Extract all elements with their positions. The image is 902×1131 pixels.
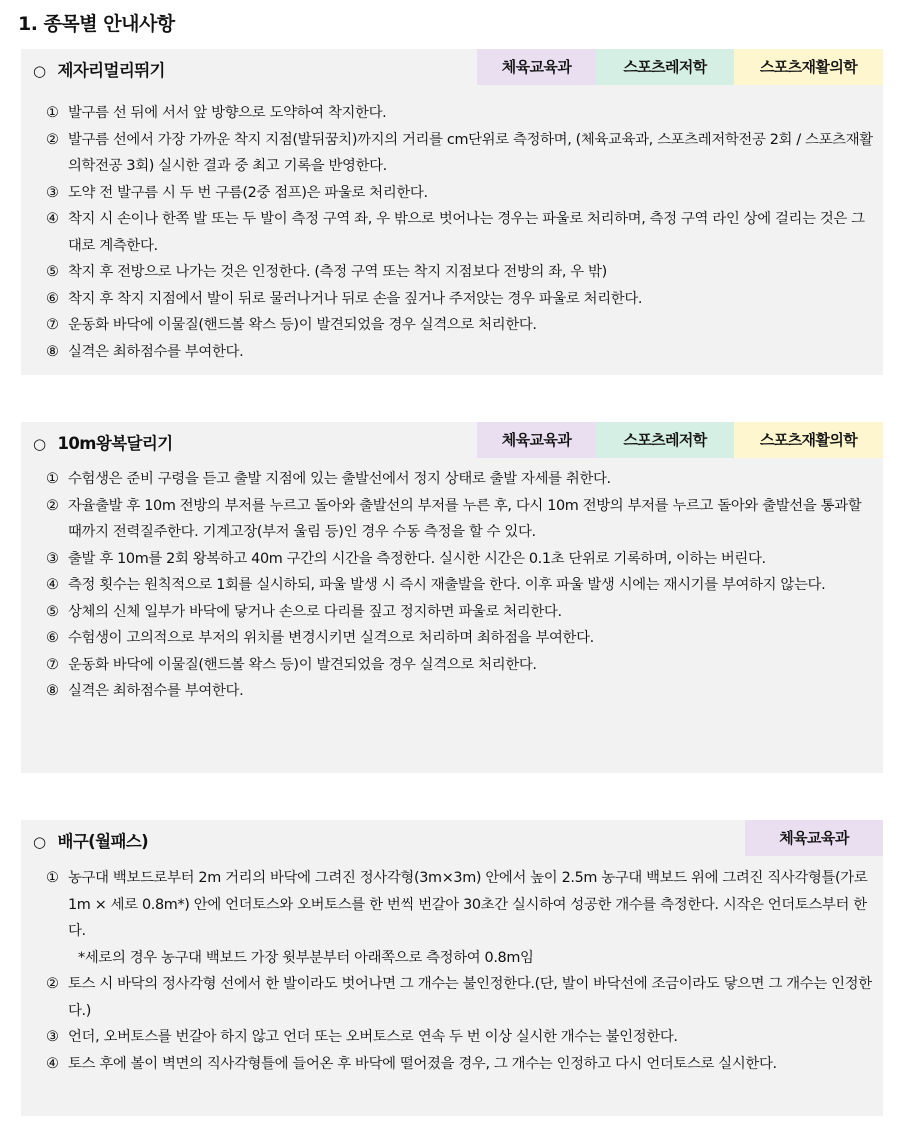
item-number: ③: [46, 184, 59, 201]
item-text: 실격은 최하점수를 부여한다.: [68, 343, 244, 360]
page-title: 1. 종목별 안내사항: [18, 13, 175, 35]
list-item: [46, 466, 873, 493]
list-item: [46, 259, 873, 286]
item-text: 토스 후에 볼이 벽면의 직사각형틀에 들어온 후 바닥에 떨어졌을 경우, 그 개수는 인정하고 다시 언더토스로 실시한다.: [68, 1055, 777, 1072]
item-text: 상체의 신체 일부가 바닥에 닿거나 손으로 다리를 짚고 정지하면 파울로 처리한다.: [68, 603, 562, 620]
list-item: [46, 971, 873, 1024]
item-text: 착지 후 착지 지점에서 발이 뒤로 물러나거나 뒤로 손을 짚거나 주저앉는 경우 파울로 처리한다.: [68, 290, 643, 307]
item-number: ④: [46, 211, 59, 227]
rule-list: [21, 458, 883, 705]
section-header: [21, 820, 883, 856]
list-item: [46, 206, 873, 259]
item-text: 수험생은 준비 구령을 듣고 출발 지점에 있는 출발선에서 정지 상태로 출발 자세를 취한다.: [68, 471, 611, 487]
section-header: [21, 49, 883, 85]
item-number: ⑦: [46, 656, 59, 673]
item-text: 측정 횟수는 원칙적으로 1회를 실시하되, 파울 발생 시 즉시 재출발을 한다. 이후 파울 발생 시에는 재시기를 부여하지 않는다.: [68, 577, 826, 593]
item-text: 도약 전 발구름 시 두 번 구름(2중 점프)은 파울로 처리한다.: [68, 184, 428, 201]
list-item: [46, 127, 873, 180]
item-text: 실격은 최하점수를 부여한다.: [68, 683, 244, 699]
bullet-icon: ○: [33, 833, 46, 851]
section-title-text: 제자리멀리뛰기: [57, 61, 165, 80]
item-number: ①: [46, 471, 59, 487]
item-number: ②: [46, 131, 59, 148]
item-number: ⑤: [46, 603, 59, 620]
item-number: ③: [46, 550, 59, 567]
item-number: ④: [46, 577, 59, 593]
item-number: ⑥: [46, 290, 59, 307]
item-text: 토스 시 바닥의 정사각형 선에서 한 발이라도 벗어나면 그 개수는 불인정한다.(단, 발이 바닥선에 조금이라도 닿으면 그 개수는 인정한다.): [68, 976, 872, 1019]
item-text: 출발 후 10m를 2회 왕복하고 40m 구간의 시간을 측정한다. 실시한 시간은 0.1초 단위로 기록하며, 이하는 버린다.: [68, 550, 766, 567]
list-item: [46, 100, 873, 127]
item-number: ①: [46, 870, 59, 886]
tag-physical-education: 체육교육과: [477, 49, 596, 85]
item-text: 발구름 선 뒤에 서서 앞 방향으로 도약하여 착지한다.: [68, 105, 387, 121]
rule-list: [21, 856, 883, 1077]
list-item: [46, 572, 873, 599]
tag-sports-leisure: 스포츠레저학: [596, 422, 734, 458]
item-number: ⑧: [46, 683, 59, 699]
item-number: ⑦: [46, 317, 59, 333]
list-item: [46, 865, 873, 945]
list-item: [46, 652, 873, 679]
note-text: *세로의 경우 농구대 백보드 가장 윗부분부터 아래쪽으로 측정하여 0.8m임: [78, 949, 534, 966]
item-text: 운동화 바닥에 이물질(핸드볼 왁스 등)이 발견되었을 경우 실격으로 처리한다.: [68, 656, 537, 673]
tag-physical-education: 체육교육과: [477, 422, 596, 458]
section-title-text: 10m왕복달리기: [57, 434, 173, 453]
item-number: ②: [46, 497, 59, 514]
list-item: [46, 312, 873, 339]
list-item: [46, 180, 873, 207]
bullet-icon: ○: [33, 435, 46, 453]
section-volleyball-wall-pass: [21, 820, 883, 1116]
list-note: [46, 945, 873, 972]
section-title: [33, 57, 165, 81]
list-item: [46, 1024, 873, 1051]
item-text: 언더, 오버토스를 번갈아 하지 않고 언더 또는 오버토스로 연속 두 번 이상 실시한 개수는 불인정한다.: [68, 1029, 678, 1045]
list-item: [46, 493, 873, 546]
section-title: [33, 430, 173, 454]
item-number: ⑥: [46, 630, 59, 646]
list-item: [46, 625, 873, 652]
list-item: [46, 1051, 873, 1078]
item-number: ⑤: [46, 264, 59, 280]
item-number: ①: [46, 105, 59, 121]
item-text: 발구름 선에서 가장 가까운 착지 지점(발뒤꿈치)까지의 거리를 cm단위로 측정하며, (체육교육과, 스포츠레저학전공 2회 / 스포츠재활의학전공 3회) 실시한 결과 중 최고 기록을 반영한다.: [68, 131, 873, 174]
list-item: [46, 546, 873, 573]
department-tags: [477, 422, 883, 458]
item-text: 착지 시 손이나 한쪽 발 또는 두 발이 측정 구역 좌, 우 밖으로 벗어나는 경우는 파울로 처리하며, 측정 구역 라인 상에 걸리는 것은 그대로 계측한다.: [68, 211, 865, 254]
bullet-icon: ○: [33, 62, 46, 80]
section-title: [33, 828, 148, 852]
list-item: [46, 599, 873, 626]
item-number: ③: [46, 1029, 59, 1045]
item-number: ②: [46, 976, 59, 992]
list-item: [46, 339, 873, 366]
section-title-text: 배구(월패스): [57, 832, 149, 851]
list-item: [46, 678, 873, 705]
item-text: 자율출발 후 10m 전방의 부저를 누르고 돌아와 출발선의 부저를 누른 후, 다시 10m 전방의 부저를 누르고 돌아와 출발선을 통과할 때까지 전력질주한다. 기계고장(부저 울림 등)인 경우 수동 측정을 할 수 있다.: [68, 497, 862, 540]
item-text: 농구대 백보드로부터 2m 거리의 바닥에 그려진 정사각형(3m×3m) 안에서 높이 2.5m 농구대 백보드 위에 그려진 직사각형틀(가로 1m × 세로 0.8m*) 안에 언더토스와 오버토스를 한 번씩 번갈아 30초간 실시하여 성공한 개수를 측정한다. 시작은 언더토스부터 한다.: [68, 870, 868, 939]
tag-sports-rehab: 스포츠재활의학: [734, 49, 883, 85]
item-text: 수험생이 고의적으로 부저의 위치를 변경시키면 실격으로 처리하며 최하점을 부여한다.: [68, 630, 594, 646]
section-header: [21, 422, 883, 458]
rule-list: [21, 85, 883, 365]
item-number: ④: [46, 1055, 59, 1072]
section-shuttle-run: [21, 422, 883, 773]
department-tags: [477, 49, 883, 85]
tag-physical-education: 체육교육과: [745, 820, 883, 856]
item-number: ⑧: [46, 343, 59, 360]
item-text: 착지 후 전방으로 나가는 것은 인정한다. (측정 구역 또는 착지 지점보다 전방의 좌, 우 밖): [68, 264, 607, 280]
tag-sports-rehab: 스포츠재활의학: [734, 422, 883, 458]
tag-sports-leisure: 스포츠레저학: [596, 49, 734, 85]
item-text: 운동화 바닥에 이물질(핸드볼 왁스 등)이 발견되었을 경우 실격으로 처리한다.: [68, 317, 537, 333]
list-item: [46, 286, 873, 313]
section-standing-long-jump: [21, 49, 883, 375]
department-tags: [745, 820, 883, 856]
